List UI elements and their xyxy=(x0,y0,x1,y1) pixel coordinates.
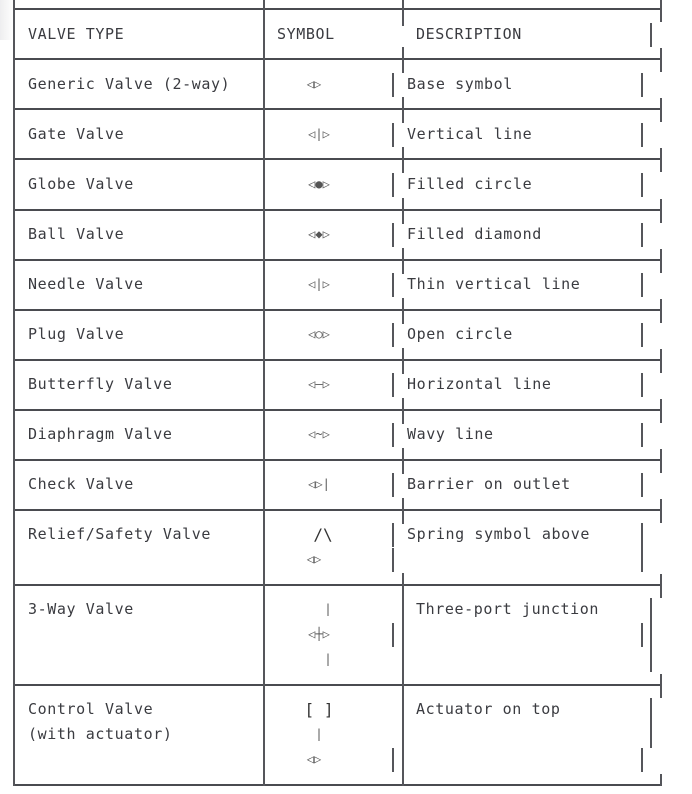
row-type: Ball Valve xyxy=(28,225,125,243)
row-type: Globe Valve xyxy=(28,175,134,193)
needle-valve-symbol-icon: ◁|▷ xyxy=(308,277,330,291)
cell-bar xyxy=(641,623,643,647)
right-border xyxy=(660,48,662,72)
right-border xyxy=(660,299,662,323)
row-separator xyxy=(14,409,662,411)
cell-bar xyxy=(392,123,394,147)
row-description: Filled diamond xyxy=(407,225,542,243)
row-description: Base symbol xyxy=(407,75,513,93)
header-separator xyxy=(14,58,662,60)
column-divider-description xyxy=(402,248,404,274)
row-type: 3-Way Valve xyxy=(28,600,134,618)
actuator-icon: [ ] xyxy=(304,700,334,719)
spring-icon: /\ xyxy=(313,525,333,544)
row-type: Gate Valve xyxy=(28,125,125,143)
cell-bar xyxy=(392,273,394,297)
right-border xyxy=(660,674,662,698)
right-border xyxy=(660,774,662,786)
row-type: Needle Valve xyxy=(28,275,144,293)
column-divider-description xyxy=(402,0,404,26)
row-separator xyxy=(14,209,662,211)
diaphragm-valve-symbol-icon: ◁~▷ xyxy=(308,427,330,441)
row-type: Plug Valve xyxy=(28,325,125,343)
right-border xyxy=(660,349,662,373)
column-divider-description xyxy=(402,448,404,474)
row-description: Vertical line xyxy=(407,125,533,143)
column-divider-description xyxy=(402,398,404,424)
cell-bar xyxy=(641,273,643,297)
cell-bar xyxy=(641,73,643,97)
butterfly-valve-symbol-icon: ◁—▷ xyxy=(308,377,330,391)
cell-bar xyxy=(392,223,394,247)
row-description: Filled circle xyxy=(407,175,533,193)
column-divider-symbol xyxy=(263,0,265,786)
row-separator xyxy=(14,359,662,361)
column-divider-description xyxy=(402,348,404,374)
cell-bar xyxy=(392,748,394,772)
right-border xyxy=(660,98,662,122)
cell-bar xyxy=(641,323,643,347)
ball-valve-symbol-icon: ◁◆▷ xyxy=(308,227,330,241)
row-type: Check Valve xyxy=(28,475,134,493)
valve-symbol-icon: ◁▷ xyxy=(306,752,322,766)
cell-bar xyxy=(392,423,394,447)
column-divider-description xyxy=(402,498,404,524)
header-description: DESCRIPTION xyxy=(416,25,522,43)
left-border xyxy=(13,0,15,786)
globe-valve-symbol-icon: ◁●▷ xyxy=(308,177,330,191)
column-divider-description xyxy=(402,97,404,123)
right-border xyxy=(660,499,662,523)
row-description: Actuator on top xyxy=(416,700,561,718)
valve-symbol-icon: ◁▷ xyxy=(306,77,322,91)
plug-valve-symbol-icon: ◁○▷ xyxy=(308,327,330,341)
row-description: Three-port junction xyxy=(416,600,599,618)
right-border xyxy=(660,0,662,22)
cell-bar xyxy=(392,548,394,572)
cell-bar xyxy=(392,373,394,397)
row-description: Barrier on outlet xyxy=(407,475,571,493)
row-type: Control Valve xyxy=(28,700,154,718)
row-separator xyxy=(14,259,662,261)
column-divider-description xyxy=(402,673,404,786)
table-bottom-border xyxy=(14,784,662,786)
cell-bar xyxy=(392,523,394,547)
window-corner-shade xyxy=(0,0,14,40)
row-description: Wavy line xyxy=(407,425,494,443)
row-type: Butterfly Valve xyxy=(28,375,173,393)
row-separator xyxy=(14,584,662,586)
row-separator xyxy=(14,684,662,686)
row-type: Diaphragm Valve xyxy=(28,425,173,443)
row-separator xyxy=(14,309,662,311)
cell-bar xyxy=(641,173,643,197)
three-way-valve-symbol-icon: ◁┼▷ xyxy=(308,627,330,641)
row-description: Open circle xyxy=(407,325,513,343)
cell-bar xyxy=(650,598,652,672)
port-line-icon: | xyxy=(324,602,332,616)
row-separator xyxy=(14,108,662,110)
row-separator xyxy=(14,459,662,461)
cell-bar xyxy=(641,223,643,247)
cell-bar xyxy=(392,173,394,197)
row-description: Thin vertical line xyxy=(407,275,581,293)
row-type: Generic Valve (2-way) xyxy=(28,75,231,93)
column-divider-description xyxy=(402,198,404,224)
cell-bar xyxy=(641,523,643,572)
cell-bar xyxy=(650,23,652,47)
right-border xyxy=(660,199,662,223)
row-type: Relief/Safety Valve xyxy=(28,525,211,543)
cell-bar xyxy=(641,373,643,397)
cell-bar xyxy=(650,698,652,748)
cell-bar xyxy=(392,323,394,347)
valve-symbol-icon: ◁▷ xyxy=(306,552,322,566)
header-symbol: SYMBOL xyxy=(277,25,335,43)
cell-bar xyxy=(641,423,643,447)
port-line-icon: | xyxy=(324,652,332,666)
right-border xyxy=(660,574,662,598)
header-valve-type: VALVE TYPE xyxy=(28,25,125,43)
check-valve-symbol-icon: ◁▷| xyxy=(308,477,330,491)
row-separator xyxy=(14,158,662,160)
gate-valve-symbol-icon: ◁|▷ xyxy=(308,127,330,141)
cell-bar xyxy=(641,748,643,772)
row-description: Horizontal line xyxy=(407,375,552,393)
row-separator xyxy=(14,509,662,511)
cell-bar xyxy=(392,623,394,647)
right-border xyxy=(660,249,662,273)
column-divider-description xyxy=(402,147,404,173)
row-description: Spring symbol above xyxy=(407,525,590,543)
cell-bar xyxy=(392,473,394,497)
right-border xyxy=(660,449,662,473)
cell-bar xyxy=(641,473,643,497)
right-border xyxy=(660,148,662,172)
stem-line-icon: | xyxy=(315,727,323,741)
right-border xyxy=(660,399,662,423)
cell-bar xyxy=(392,73,394,97)
cell-bar xyxy=(641,123,643,147)
row-type-continued: (with actuator) xyxy=(28,725,173,743)
column-divider-description xyxy=(402,47,404,73)
table-top-border xyxy=(14,8,662,10)
column-divider-description xyxy=(402,298,404,324)
